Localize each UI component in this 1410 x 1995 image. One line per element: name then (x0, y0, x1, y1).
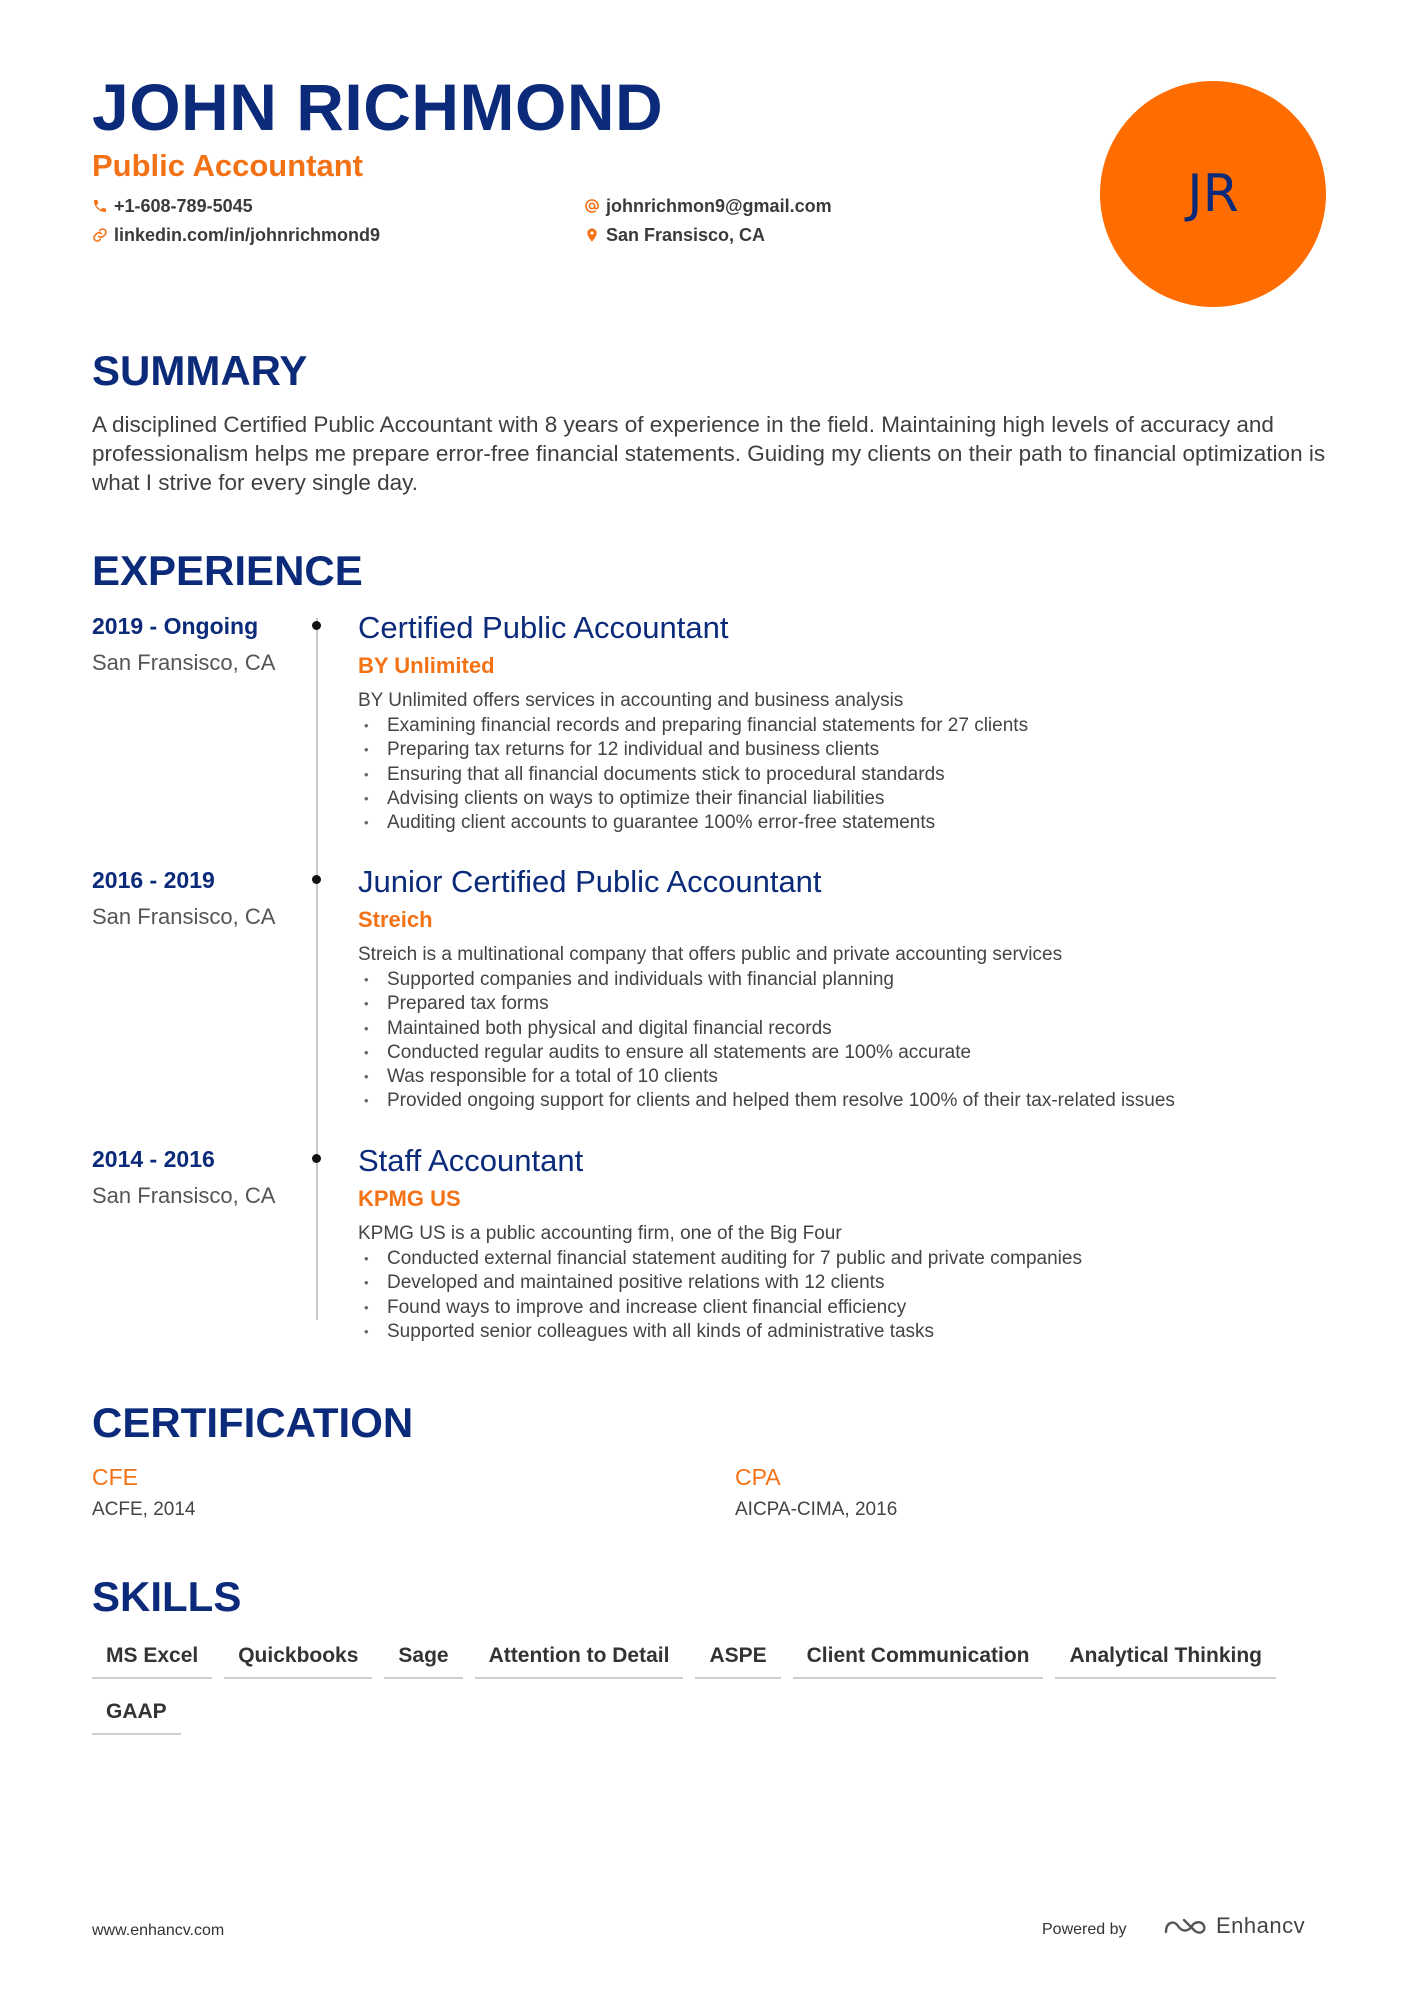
contact-location (584, 226, 765, 244)
skill-tag: ASPE (695, 1641, 780, 1679)
skill-tag: MS Excel (92, 1641, 212, 1679)
brand-logo[interactable] (1162, 1914, 1305, 1938)
bullet-item: • Preparing tax returns for 12 individual and business clients (358, 738, 1028, 762)
link-icon (92, 227, 108, 243)
candidate-name: JOHN RICHMOND (92, 70, 664, 144)
timeline-dot (312, 875, 321, 884)
email-text[interactable]: johnrichmon9@gmail.com (606, 196, 832, 216)
timeline-dot (312, 621, 321, 630)
experience-dates: 2016 - 2019 (92, 867, 215, 893)
bullet-item: • Examining financial records and preparing financial statements for 27 clients (358, 714, 1028, 738)
company-description: KPMG US is a public accounting firm, one of the Big Four (358, 1223, 842, 1244)
candidate-role: Public Accountant (92, 148, 363, 183)
skill-tag: Quickbooks (224, 1641, 372, 1679)
skill-tag: Sage (384, 1641, 462, 1679)
certification-issuer: AICPA-CIMA, 2016 (735, 1499, 898, 1520)
skills-list (92, 1641, 1352, 1735)
timeline-line (316, 618, 318, 1320)
bullet-item: • Supported senior colleagues with all kinds of administrative tasks (358, 1320, 1082, 1344)
experience-heading: EXPERIENCE (92, 547, 363, 594)
phone-icon (92, 198, 108, 214)
avatar-initials: JR (1187, 164, 1239, 224)
bullet-item: • Conducted regular audits to ensure all statements are 100% accurate (358, 1041, 1175, 1065)
company-name: KPMG US (358, 1186, 461, 1211)
linkedin-text[interactable]: linkedin.com/in/johnrichmond9 (114, 225, 381, 245)
job-title: Junior Certified Public Accountant (358, 864, 822, 899)
skills-heading: SKILLS (92, 1573, 242, 1620)
skill-tag: Attention to Detail (475, 1641, 684, 1679)
certification-name: CFE (92, 1464, 138, 1490)
footer-url[interactable]: www.enhancv.com (92, 1922, 225, 1939)
phone-text[interactable]: +1-608-789-5045 (114, 196, 253, 216)
certification-issuer: ACFE, 2014 (92, 1499, 196, 1520)
experience-dates: 2019 - Ongoing (92, 613, 259, 639)
bullet-item: • Maintained both physical and digital financial records (358, 1017, 1175, 1041)
bullet-item: • Supported companies and individuals with financial planning (358, 968, 1175, 992)
location-text: San Fransisco, CA (606, 225, 766, 245)
powered-by-label: Powered by (1042, 1921, 1127, 1938)
bullet-item: • Found ways to improve and increase client financial efficiency (358, 1296, 1082, 1320)
summary-heading: SUMMARY (92, 347, 308, 394)
bullet-list (358, 1247, 1082, 1344)
company-name: Streich (358, 907, 433, 932)
contact-linkedin (92, 226, 380, 244)
bullet-item: • Conducted external financial statement auditing for 7 public and private companies (358, 1247, 1082, 1271)
company-name: BY Unlimited (358, 653, 495, 678)
enhancv-logo-icon (1162, 1914, 1208, 1938)
job-title: Certified Public Accountant (358, 610, 729, 645)
experience-location: San Fransisco, CA (92, 1183, 276, 1208)
bullet-item: • Advising clients on ways to optimize their financial liabilities (358, 787, 1028, 811)
timeline-dot (312, 1154, 321, 1163)
map-pin-icon (584, 227, 600, 243)
bullet-item: • Auditing client accounts to guarantee 100% error-free statements (358, 811, 1028, 835)
bullet-item: • Prepared tax forms (358, 992, 1175, 1016)
contact-phone (92, 197, 253, 215)
certification-heading: CERTIFICATION (92, 1399, 414, 1446)
company-description: BY Unlimited offers services in accounting and business analysis (358, 690, 904, 711)
bullet-item: • Developed and maintained positive relations with 12 clients (358, 1271, 1082, 1295)
bullet-item: • Was responsible for a total of 10 clients (358, 1065, 1175, 1089)
bullet-list (358, 714, 1028, 835)
skill-tag: GAAP (92, 1697, 181, 1735)
experience-dates: 2014 - 2016 (92, 1146, 215, 1172)
avatar (1100, 81, 1326, 307)
brand-name: Enhancv (1216, 1913, 1306, 1938)
experience-location: San Fransisco, CA (92, 904, 276, 929)
skill-tag: Analytical Thinking (1055, 1641, 1276, 1679)
certification-name: CPA (735, 1464, 781, 1490)
bullet-list (358, 968, 1175, 1114)
job-title: Staff Accountant (358, 1143, 584, 1178)
company-description: Streich is a multinational company that offers public and private accounting services (358, 944, 1063, 965)
bullet-item: • Ensuring that all financial documents stick to procedural standards (358, 763, 1028, 787)
experience-location: San Fransisco, CA (92, 650, 276, 675)
summary-text: A disciplined Certified Public Accountant with 8 years of experience in the field. Maintaining high levels of accuracy and professionalism helps me prepare error-free financial statements. Guiding my clients on their path to financial optimization is what I strive for every single day. (92, 412, 1326, 495)
bullet-item: • Provided ongoing support for clients and helped them resolve 100% of their tax-related issues (358, 1089, 1175, 1113)
at-icon (584, 198, 600, 214)
skill-tag: Client Communication (793, 1641, 1044, 1679)
contact-email (584, 197, 832, 215)
